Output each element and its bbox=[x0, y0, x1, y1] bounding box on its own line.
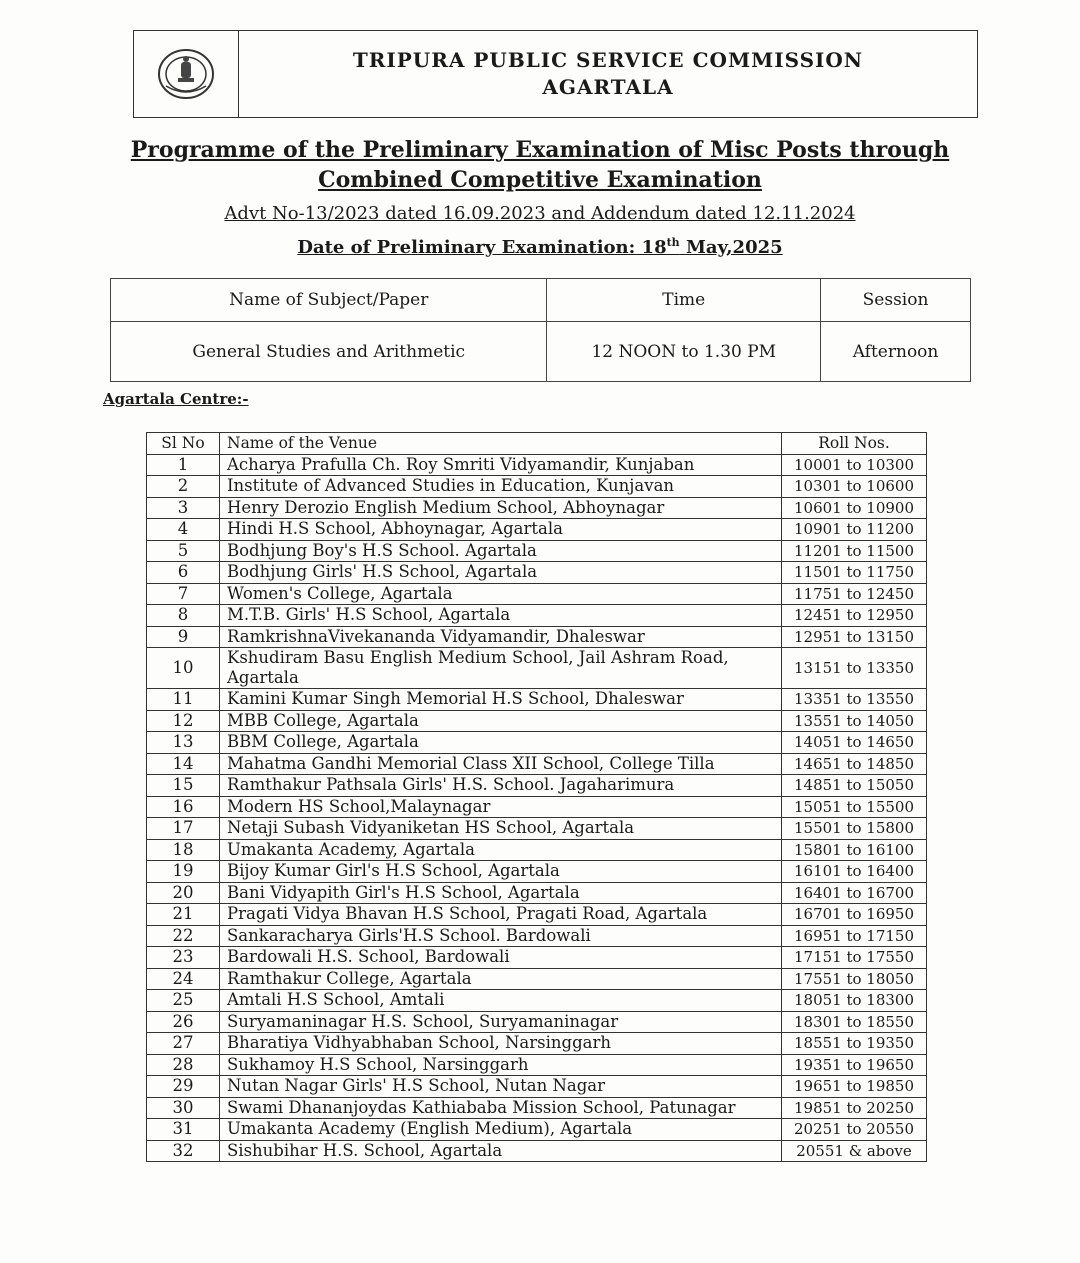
table-row bbox=[147, 882, 927, 904]
roll-nos-cell: 18551 to 19350 bbox=[782, 1033, 927, 1055]
table-row bbox=[147, 1140, 927, 1162]
sl-no-cell: 12 bbox=[147, 710, 220, 732]
venue-name-cell: Acharya Prafulla Ch. Roy Smriti Vidyamandir, Kunjaban bbox=[220, 454, 782, 476]
venue-name-cell: Ramthakur Pathsala Girls' H.S. School. Jagaharimura bbox=[220, 775, 782, 797]
venue-name-cell: Hindi H.S School, Abhoynagar, Agartala bbox=[220, 519, 782, 541]
venue-name-cell: Swami Dhananjoydas Kathiababa Mission School, Patunagar bbox=[220, 1097, 782, 1119]
emblem-cell bbox=[134, 31, 239, 117]
venue-name-cell: BBM College, Agartala bbox=[220, 732, 782, 754]
table-row bbox=[147, 732, 927, 754]
sl-no-cell: 31 bbox=[147, 1119, 220, 1141]
exam-date-ordinal: th bbox=[666, 236, 680, 249]
sl-no-cell: 13 bbox=[147, 732, 220, 754]
table-row bbox=[147, 710, 927, 732]
venue-name-cell: Sishubihar H.S. School, Agartala bbox=[220, 1140, 782, 1162]
roll-nos-cell: 15051 to 15500 bbox=[782, 796, 927, 818]
roll-nos-cell: 13351 to 13550 bbox=[782, 689, 927, 711]
sl-no-cell: 16 bbox=[147, 796, 220, 818]
venue-name-cell: Bardowali H.S. School, Bardowali bbox=[220, 947, 782, 969]
venue-name-cell: Suryamaninagar H.S. School, Suryamaninagar bbox=[220, 1011, 782, 1033]
table-row bbox=[147, 753, 927, 775]
table-row bbox=[147, 648, 927, 689]
sl-no-cell: 6 bbox=[147, 562, 220, 584]
sl-no-cell: 25 bbox=[147, 990, 220, 1012]
roll-nos-cell: 14651 to 14850 bbox=[782, 753, 927, 775]
roll-nos-cell: 14051 to 14650 bbox=[782, 732, 927, 754]
exam-date-line bbox=[0, 236, 1080, 258]
roll-nos-cell: 17151 to 17550 bbox=[782, 947, 927, 969]
venue-name-cell: Pragati Vidya Bhavan H.S School, Pragati Road, Agartala bbox=[220, 904, 782, 926]
org-city: AGARTALA bbox=[542, 75, 674, 99]
table-row bbox=[147, 583, 927, 605]
table-row bbox=[147, 818, 927, 840]
exam-date-suffix: May,2025 bbox=[679, 237, 783, 258]
letterhead bbox=[133, 30, 978, 118]
advt-line: Advt No-13/2023 dated 16.09.2023 and Addendum dated 12.11.2024 bbox=[224, 203, 856, 224]
roll-nos-cell: 10601 to 10900 bbox=[782, 497, 927, 519]
venue-name-cell: Bharatiya Vidhyabhaban School, Narsinggarh bbox=[220, 1033, 782, 1055]
sl-no-cell: 22 bbox=[147, 925, 220, 947]
roll-nos-cell: 16101 to 16400 bbox=[782, 861, 927, 883]
roll-nos-cell: 18051 to 18300 bbox=[782, 990, 927, 1012]
roll-nos-cell: 19851 to 20250 bbox=[782, 1097, 927, 1119]
header-session: Session bbox=[821, 279, 971, 322]
sl-no-cell: 29 bbox=[147, 1076, 220, 1098]
sl-no-cell: 1 bbox=[147, 454, 220, 476]
sl-no-cell: 18 bbox=[147, 839, 220, 861]
roll-nos-cell: 16401 to 16700 bbox=[782, 882, 927, 904]
table-row bbox=[147, 839, 927, 861]
org-name: TRIPURA PUBLIC SERVICE COMMISSION bbox=[352, 48, 864, 72]
venue-name-cell: Bodhjung Boy's H.S School. Agartala bbox=[220, 540, 782, 562]
venue-table bbox=[146, 432, 927, 1162]
sl-no-cell: 4 bbox=[147, 519, 220, 541]
sl-no-cell: 5 bbox=[147, 540, 220, 562]
table-row bbox=[147, 1054, 927, 1076]
roll-nos-cell: 19351 to 19650 bbox=[782, 1054, 927, 1076]
roll-nos-cell: 14851 to 15050 bbox=[782, 775, 927, 797]
roll-nos-cell: 10301 to 10600 bbox=[782, 476, 927, 498]
exam-table-header bbox=[111, 279, 971, 322]
table-row bbox=[147, 1097, 927, 1119]
sl-no-cell: 28 bbox=[147, 1054, 220, 1076]
subject-cell: General Studies and Arithmetic bbox=[111, 322, 547, 382]
table-row bbox=[147, 540, 927, 562]
roll-nos-cell: 18301 to 18550 bbox=[782, 1011, 927, 1033]
table-row bbox=[147, 904, 927, 926]
sl-no-cell: 24 bbox=[147, 968, 220, 990]
venue-name-cell: Umakanta Academy (English Medium), Agartala bbox=[220, 1119, 782, 1141]
table-row bbox=[147, 626, 927, 648]
venue-name-cell: M.T.B. Girls' H.S School, Agartala bbox=[220, 605, 782, 627]
sl-no-cell: 17 bbox=[147, 818, 220, 840]
roll-nos-cell: 11201 to 11500 bbox=[782, 540, 927, 562]
venue-name-cell: Kshudiram Basu English Medium School, Jail Ashram Road, Agartala bbox=[220, 648, 782, 689]
sl-no-cell: 3 bbox=[147, 497, 220, 519]
table-row bbox=[147, 476, 927, 498]
exam-table-row bbox=[111, 322, 971, 382]
sl-no-cell: 26 bbox=[147, 1011, 220, 1033]
sl-no-cell: 10 bbox=[147, 648, 220, 689]
sl-no-cell: 32 bbox=[147, 1140, 220, 1162]
venue-table-header bbox=[147, 433, 927, 455]
table-row bbox=[147, 925, 927, 947]
table-row bbox=[147, 562, 927, 584]
title-line-1: Programme of the Preliminary Examination of Misc Posts through bbox=[130, 137, 950, 163]
sl-no-cell: 8 bbox=[147, 605, 220, 627]
roll-nos-cell: 13151 to 13350 bbox=[782, 648, 927, 689]
header-subject: Name of Subject/Paper bbox=[111, 279, 547, 322]
sl-no-cell: 11 bbox=[147, 689, 220, 711]
sl-no-cell: 15 bbox=[147, 775, 220, 797]
venue-name-cell: Amtali H.S School, Amtali bbox=[220, 990, 782, 1012]
roll-nos-cell: 15801 to 16100 bbox=[782, 839, 927, 861]
roll-nos-cell: 16951 to 17150 bbox=[782, 925, 927, 947]
header-time: Time bbox=[547, 279, 821, 322]
venue-name-cell: Mahatma Gandhi Memorial Class XII School, College Tilla bbox=[220, 753, 782, 775]
venue-name-cell: Henry Derozio English Medium School, Abhoynagar bbox=[220, 497, 782, 519]
table-row bbox=[147, 1011, 927, 1033]
table-row bbox=[147, 605, 927, 627]
table-row bbox=[147, 1076, 927, 1098]
venue-name-cell: Nutan Nagar Girls' H.S School, Nutan Nagar bbox=[220, 1076, 782, 1098]
roll-nos-cell: 15501 to 15800 bbox=[782, 818, 927, 840]
venue-name-cell: Institute of Advanced Studies in Education, Kunjavan bbox=[220, 476, 782, 498]
header-roll-nos: Roll Nos. bbox=[782, 433, 927, 455]
venue-name-cell: Ramthakur College, Agartala bbox=[220, 968, 782, 990]
time-cell: 12 NOON to 1.30 PM bbox=[547, 322, 821, 382]
table-row bbox=[147, 1033, 927, 1055]
sl-no-cell: 30 bbox=[147, 1097, 220, 1119]
sl-no-cell: 9 bbox=[147, 626, 220, 648]
sl-no-cell: 27 bbox=[147, 1033, 220, 1055]
venue-name-cell: Netaji Subash Vidyaniketan HS School, Agartala bbox=[220, 818, 782, 840]
roll-nos-cell: 20551 & above bbox=[782, 1140, 927, 1162]
roll-nos-cell: 10901 to 11200 bbox=[782, 519, 927, 541]
venue-name-cell: Modern HS School,Malaynagar bbox=[220, 796, 782, 818]
roll-nos-cell: 16701 to 16950 bbox=[782, 904, 927, 926]
table-row bbox=[147, 1119, 927, 1141]
table-row bbox=[147, 454, 927, 476]
session-cell: Afternoon bbox=[821, 322, 971, 382]
roll-nos-cell: 12451 to 12950 bbox=[782, 605, 927, 627]
roll-nos-cell: 19651 to 19850 bbox=[782, 1076, 927, 1098]
sl-no-cell: 7 bbox=[147, 583, 220, 605]
letterhead-text bbox=[239, 31, 977, 117]
venue-name-cell: Bodhjung Girls' H.S School, Agartala bbox=[220, 562, 782, 584]
venue-name-cell: MBB College, Agartala bbox=[220, 710, 782, 732]
table-row bbox=[147, 689, 927, 711]
header-venue: Name of the Venue bbox=[220, 433, 782, 455]
commission-emblem-icon bbox=[156, 46, 216, 102]
exam-schedule-table bbox=[110, 278, 971, 382]
venue-name-cell: Sankaracharya Girls'H.S School. Bardowali bbox=[220, 925, 782, 947]
roll-nos-cell: 17551 to 18050 bbox=[782, 968, 927, 990]
sl-no-cell: 23 bbox=[147, 947, 220, 969]
table-row bbox=[147, 990, 927, 1012]
venue-name-cell: Umakanta Academy, Agartala bbox=[220, 839, 782, 861]
roll-nos-cell: 11501 to 11750 bbox=[782, 562, 927, 584]
sl-no-cell: 2 bbox=[147, 476, 220, 498]
roll-nos-cell: 12951 to 13150 bbox=[782, 626, 927, 648]
sl-no-cell: 19 bbox=[147, 861, 220, 883]
title-line-2: Combined Competitive Examination bbox=[318, 167, 762, 193]
centre-label: Agartala Centre:- bbox=[103, 390, 249, 408]
table-row bbox=[147, 796, 927, 818]
venue-name-cell: Bijoy Kumar Girl's H.S School, Agartala bbox=[220, 861, 782, 883]
table-row bbox=[147, 775, 927, 797]
table-row bbox=[147, 968, 927, 990]
venue-name-cell: Bani Vidyapith Girl's H.S School, Agartala bbox=[220, 882, 782, 904]
roll-nos-cell: 13551 to 14050 bbox=[782, 710, 927, 732]
venue-name-cell: Women's College, Agartala bbox=[220, 583, 782, 605]
roll-nos-cell: 11751 to 12450 bbox=[782, 583, 927, 605]
table-row bbox=[147, 861, 927, 883]
sl-no-cell: 14 bbox=[147, 753, 220, 775]
venue-name-cell: Kamini Kumar Singh Memorial H.S School, Dhaleswar bbox=[220, 689, 782, 711]
exam-date-prefix: Date of Preliminary Examination: 18 bbox=[297, 237, 667, 258]
venue-name-cell: RamkrishnaVivekananda Vidyamandir, Dhaleswar bbox=[220, 626, 782, 648]
sl-no-cell: 21 bbox=[147, 904, 220, 926]
roll-nos-cell: 10001 to 10300 bbox=[782, 454, 927, 476]
table-row bbox=[147, 947, 927, 969]
roll-nos-cell: 20251 to 20550 bbox=[782, 1119, 927, 1141]
header-sl-no: Sl No bbox=[147, 433, 220, 455]
venue-name-cell: Sukhamoy H.S School, Narsinggarh bbox=[220, 1054, 782, 1076]
sl-no-cell: 20 bbox=[147, 882, 220, 904]
table-row bbox=[147, 497, 927, 519]
table-row bbox=[147, 519, 927, 541]
